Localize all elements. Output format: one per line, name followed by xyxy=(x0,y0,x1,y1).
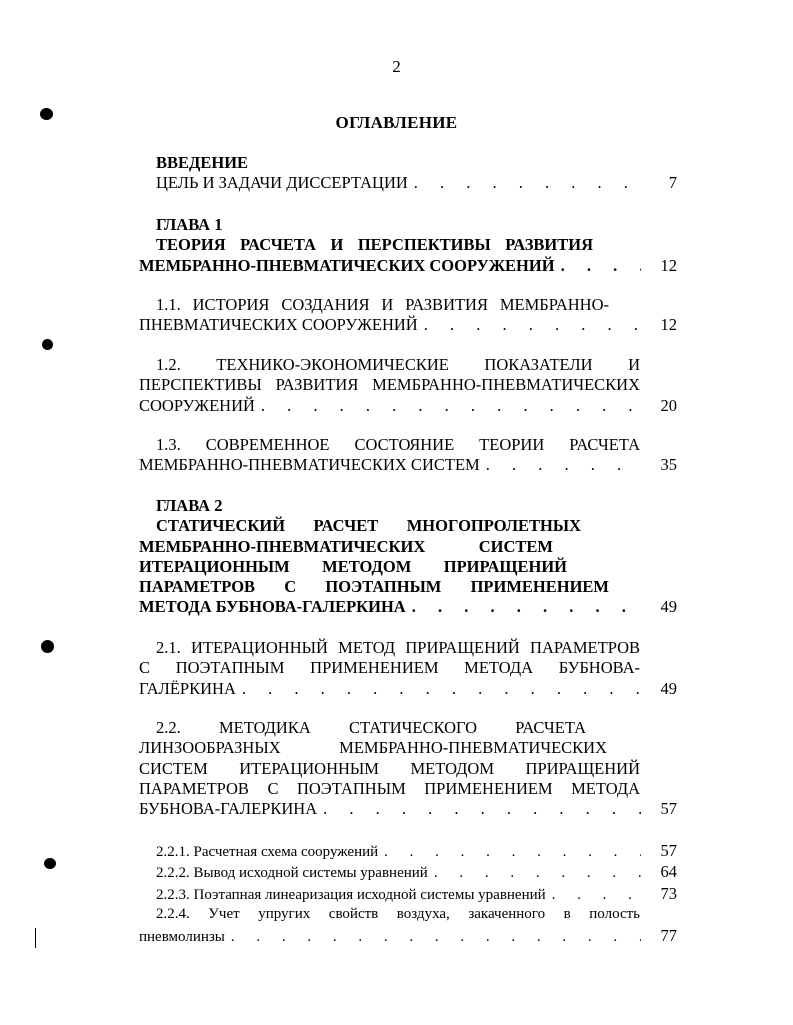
entry-page: 35 xyxy=(660,455,677,475)
introduction-heading: ВВЕДЕНИЕ xyxy=(156,153,249,172)
entry-text-line: 1.3. СОВРЕМЕННОЕ СОСТОЯНИЕ ТЕОРИИ РАСЧЕТА xyxy=(156,435,640,454)
toc-entry[interactable] xyxy=(139,455,677,475)
entry-page: 73 xyxy=(660,883,677,903)
leader-dots xyxy=(225,927,641,948)
leader-dots xyxy=(428,863,641,884)
entry-text-line: 1.2. ТЕХНИКО-ЭКОНОМИЧЕСКИЕ ПОКАЗАТЕЛИ И xyxy=(156,355,640,374)
entry-text-line: ПЕРСПЕКТИВЫ РАЗВИТИЯ МЕМБРАННО-ПНЕВМАТИЧЕСКИХ xyxy=(139,375,640,395)
entry-page: 20 xyxy=(660,395,677,415)
toc-entry[interactable] xyxy=(139,315,677,335)
entry-page: 12 xyxy=(660,255,677,275)
entry-page: 57 xyxy=(660,799,677,819)
binding-hole-mark xyxy=(41,640,54,653)
toc-entry[interactable] xyxy=(139,679,677,699)
leader-dots xyxy=(317,799,641,819)
scan-edge-mark xyxy=(35,928,36,948)
entry-page: 49 xyxy=(660,597,677,617)
leader-dots xyxy=(480,455,641,475)
toc-entry[interactable] xyxy=(139,173,677,193)
entry-text-line: 2.1. ИТЕРАЦИОННЫЙ МЕТОД ПРИРАЩЕНИЙ ПАРАМЕТРОВ xyxy=(156,638,640,657)
leader-dots xyxy=(555,256,641,276)
entry-text-line: ПАРАМЕТРОВ С ПОЭТАПНЫМ ПРИМЕНЕНИЕМ МЕТОДА xyxy=(139,778,640,798)
toc-entry[interactable] xyxy=(139,396,677,416)
leader-dots xyxy=(546,885,641,906)
entry-text: МЕТОДА БУБНОВА-ГАЛЕРКИНА xyxy=(139,597,406,617)
toc-entry[interactable] xyxy=(139,883,677,904)
toc-entry[interactable] xyxy=(139,256,677,276)
entry-text: МЕМБРАННО-ПНЕВМАТИЧЕСКИХ СООРУЖЕНИЙ xyxy=(139,255,555,275)
leader-dots xyxy=(255,396,641,416)
page-number: 2 xyxy=(392,57,401,76)
entry-text: 2.2.1. Расчетная схема сооружений xyxy=(156,844,379,860)
toc-chapter-1 xyxy=(139,215,677,276)
leader-dots xyxy=(418,315,641,335)
chapter-title-line: ИТЕРАЦИОННЫМ МЕТОДОМ ПРИРАЩЕНИЙ xyxy=(139,556,567,576)
entry-text: 2.2.2. Вывод исходной системы уравнений xyxy=(156,865,428,882)
entry-text-line: 1.1. ИСТОРИЯ СОЗДАНИЯ И РАЗВИТИЯ МЕМБРАННО- xyxy=(156,295,609,314)
entry-text: МЕМБРАННО-ПНЕВМАТИЧЕСКИХ СИСТЕМ xyxy=(139,455,480,475)
entry-text-line: ЛИНЗООБРАЗНЫХ МЕМБРАННО-ПНЕВМАТИЧЕСКИХ xyxy=(139,738,607,758)
toc-section-1-2[interactable] xyxy=(139,355,677,416)
leader-dots xyxy=(408,173,641,193)
entry-page: 57 xyxy=(660,841,677,860)
toc-introduction xyxy=(139,153,677,194)
chapter-heading: ГЛАВА 2 xyxy=(156,496,223,515)
toc-section-1-3[interactable] xyxy=(139,435,677,476)
chapter-title-line: МЕМБРАННО-ПНЕВМАТИЧЕСКИХ СИСТЕМ xyxy=(139,536,553,556)
entry-text: ГАЛЁРКИНА xyxy=(139,678,236,698)
entry-text: пневмолинзы xyxy=(139,929,225,946)
leader-dots xyxy=(406,597,641,617)
entry-page: 49 xyxy=(660,678,677,698)
leader-dots xyxy=(378,842,641,863)
binding-hole-mark xyxy=(44,858,56,869)
entry-page: 64 xyxy=(660,862,677,882)
chapter-heading: ГЛАВА 1 xyxy=(156,215,223,234)
chapter-title-line: ПАРАМЕТРОВ С ПОЭТАПНЫМ ПРИМЕНЕНИЕМ xyxy=(139,577,609,597)
binding-hole-mark xyxy=(40,108,53,120)
entry-page: 77 xyxy=(660,926,677,946)
entry-page: 12 xyxy=(660,315,677,335)
binding-hole-mark xyxy=(42,339,53,350)
toc-subsections xyxy=(139,840,677,946)
toc-entry[interactable] xyxy=(139,799,677,819)
toc-section-2-1[interactable] xyxy=(139,638,677,699)
chapter-title-line: ТЕОРИЯ РАСЧЕТА И ПЕРСПЕКТИВЫ РАЗВИТИЯ xyxy=(156,235,593,255)
toc-entry[interactable] xyxy=(139,925,677,946)
entry-text: СООРУЖЕНИЙ xyxy=(139,395,255,415)
entry-text: 2.2.3. Поэтапная линеаризация исходной системы уравнений xyxy=(156,886,546,903)
entry-text-line: 2.2.4. Учет упругих свойств воздуха, закаченного в полость xyxy=(156,905,640,922)
toc-section-2-2[interactable] xyxy=(139,718,677,819)
toc-chapter-2 xyxy=(139,496,677,618)
entry-text-line: С ПОЭТАПНЫМ ПРИМЕНЕНИЕМ МЕТОДА БУБНОВА- xyxy=(139,658,640,678)
entry-page: 7 xyxy=(668,173,677,193)
toc-entry[interactable] xyxy=(139,861,677,882)
toc-entry[interactable] xyxy=(139,597,677,617)
entry-text-line: СИСТЕМ ИТЕРАЦИОННЫМ МЕТОДОМ ПРИРАЩЕНИЙ xyxy=(139,758,640,778)
entry-text: БУБНОВА-ГАЛЕРКИНА xyxy=(139,799,318,819)
leader-dots xyxy=(236,679,641,699)
chapter-title-line: СТАТИЧЕСКИЙ РАСЧЕТ МНОГОПРОЛЕТНЫХ xyxy=(156,516,581,536)
toc-entry[interactable] xyxy=(139,840,677,861)
toc-title: ОГЛАВЛЕНИЕ xyxy=(335,113,458,132)
entry-text: ПНЕВМАТИЧЕСКИХ СООРУЖЕНИЙ xyxy=(139,315,418,335)
entry-text: ЦЕЛЬ И ЗАДАЧИ ДИССЕРТАЦИИ xyxy=(156,173,408,193)
toc-section-1-1[interactable] xyxy=(139,295,677,336)
entry-text-line: 2.2. МЕТОДИКА СТАТИЧЕСКОГО РАСЧЕТА xyxy=(156,718,586,737)
